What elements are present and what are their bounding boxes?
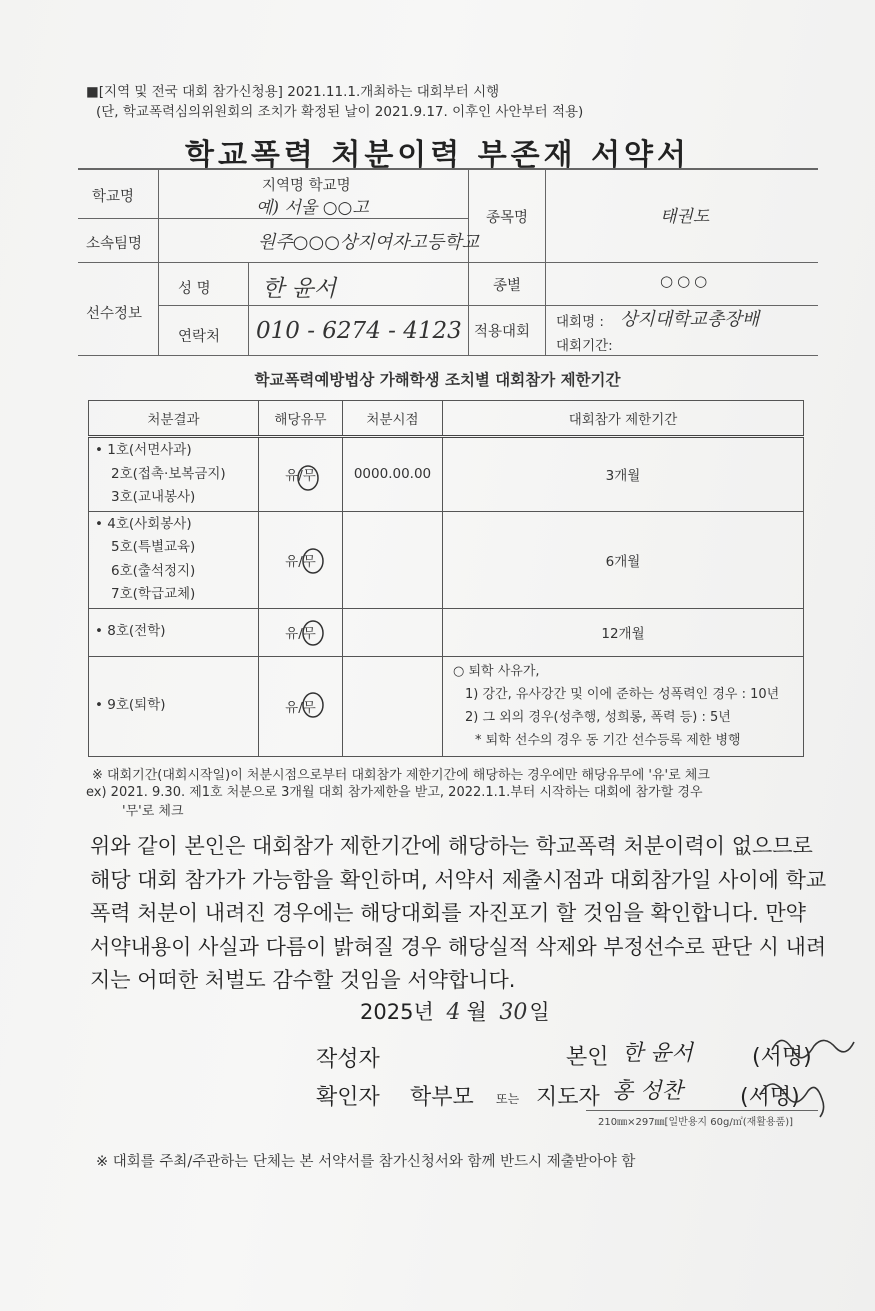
coach-label: 지도자 — [536, 1085, 600, 1110]
disposition-item: 3호(교내봉사) — [111, 489, 196, 505]
date-day: 30 — [499, 1000, 528, 1025]
player-info-label: 선수정보 — [86, 306, 143, 322]
confirmer-label: 확인자 — [316, 1085, 380, 1110]
team-label: 소속팀명 — [86, 236, 143, 252]
disposition-item: • 1호(서면사과) — [95, 442, 192, 458]
pledge-text: 위와 같이 본인은 대회참가 제한기간에 해당하는 학교폭력 처분이력이 없으므로 해당 대회 참가가 가능함을 확인하며, 서약서 제출시점과 대회참가일 사이에 학교폭력 처분이 내려진 경우에는 해당대회를 자진포기 할 것임을 확인합니다. 만약 서약내용이 사실과 다름이 밝혀질 경우 해당실적 삭제와 부정선수로 판단 시 내려지는 어떠한 처벌도 감수할 것임을 서약합니다. — [90, 834, 827, 992]
date-day-unit: 일 — [529, 1000, 550, 1024]
paper-spec: 210㎜×297㎜[일반용지 60g/㎡(재활용품)] — [598, 1117, 794, 1128]
parent-label: 학부모 — [410, 1085, 474, 1110]
applicable-value: 유/무 — [285, 468, 316, 485]
date-month-unit: 월 — [466, 1000, 487, 1024]
note-3: '무'로 체크 — [122, 804, 184, 819]
date-year-unit: 년 — [413, 1000, 434, 1024]
expulsion-rule-line: ○ 퇴학 사유가, — [453, 664, 540, 679]
period-cell: 6개월 — [443, 511, 804, 608]
applicable-value: 유/무 — [285, 553, 316, 570]
note-2: ex) 2021. 9.30. 제1호 처분으로 3개월 대회 참가제한을 받고, 2022.1.1.부터 시작하는 대회에 참가할 경우 — [86, 785, 703, 800]
disposition-item: 2호(접촉·보복금지) — [111, 465, 226, 482]
self-name: 한 윤서 — [622, 1041, 693, 1066]
sport-label: 종목명 — [486, 210, 529, 226]
contact-label: 연락처 — [178, 329, 221, 345]
header-line-1: ■[지역 및 전국 대회 참가신청용] 2021.11.1.개최하는 대회부터 시행 — [86, 84, 500, 100]
school-label: 학교명 — [92, 189, 135, 205]
expulsion-rule-line: 1) 강간, 유사강간 및 이에 준하는 성폭력인 경우 : 10년 — [465, 687, 780, 702]
footer-note: ※ 대회를 주최/주관하는 단체는 본 서약서를 참가신청서와 함께 반드시 제출받아야 함 — [96, 1154, 636, 1170]
school-hint: 지역명 학교명 — [262, 178, 351, 194]
coach-name: 홍 성찬 — [612, 1079, 683, 1104]
table-header-cell: 대회참가 제한기간 — [443, 401, 804, 437]
self-sign-label: (서명) — [752, 1045, 812, 1070]
contact-value: 010 - 6274 - 4123 — [256, 318, 462, 344]
expulsion-rule-line: * 퇴학 선수의 경우 동 기간 선수등록 제한 병행 — [475, 733, 741, 748]
document-title: 학교폭력 처분이력 부존재 서약서 — [184, 138, 691, 173]
date-year: 2025 — [360, 1000, 414, 1024]
disposition-item: • 8호(전학) — [95, 623, 166, 640]
period-cell: 12개월 — [443, 608, 804, 656]
name-value: 한 윤서 — [262, 276, 336, 302]
table-header-cell: 해당유무 — [259, 401, 343, 437]
or-label: 또는 — [496, 1092, 520, 1106]
expulsion-rule-line: 2) 그 외의 경우(성추행, 성희롱, 폭력 등) : 5년 — [465, 710, 731, 725]
footer-rule — [586, 1110, 818, 1111]
note-1: ※ 대회기간(대회시작일)이 처분시점으로부터 대회참가 제한기간에 해당하는 경우에만 해당유무에 '유'로 체크 — [92, 768, 710, 783]
event-period-label: 대회기간: — [556, 338, 613, 354]
disposition-item: 7호(학급교체) — [111, 586, 196, 602]
table-title: 학교폭력예방법상 가해학생 조치별 대회참가 제한기간 — [254, 371, 621, 389]
table-header-cell: 처분결과 — [89, 401, 259, 437]
disposition-item: 6호(출석정지) — [111, 562, 196, 579]
event-label: 적용대회 — [474, 324, 531, 340]
name-label: 성 명 — [178, 281, 211, 297]
school-value: 예) 서울 ○○고 — [256, 198, 369, 218]
table-header-cell: 처분시점 — [343, 401, 443, 437]
sport-value: 태권도 — [660, 207, 710, 227]
date-month: 4 — [446, 1000, 461, 1025]
event-name-value: 상지대학교총장배 — [620, 309, 760, 330]
applicable-value: 유/무 — [285, 700, 316, 716]
category-value: ○○○ — [660, 272, 712, 290]
applicable-value: 유/무 — [285, 626, 316, 642]
disposition-item: 5호(특별교육) — [111, 539, 196, 555]
header-line-2: (단, 학교폭력심의위원회의 조치가 확정된 날이 2021.9.17. 이후인 사안부터 적용) — [96, 104, 584, 120]
signature-scribble — [772, 1040, 854, 1057]
event-name-label: 대회명 : — [556, 314, 604, 330]
date-cell: 0000.00.00 — [343, 437, 443, 512]
category-label: 종별 — [493, 278, 522, 294]
writer-label: 작성자 — [316, 1047, 380, 1072]
disposition-item: • 4호(사회봉사) — [95, 515, 192, 532]
coach-sign-label: (서명) — [740, 1085, 800, 1110]
disposition-item: • 9호(퇴학) — [95, 697, 166, 714]
team-value: 원주○○○상지여자고등학교 — [258, 232, 479, 253]
period-cell: 3개월 — [443, 437, 804, 512]
self-label: 본인 — [566, 1045, 609, 1070]
